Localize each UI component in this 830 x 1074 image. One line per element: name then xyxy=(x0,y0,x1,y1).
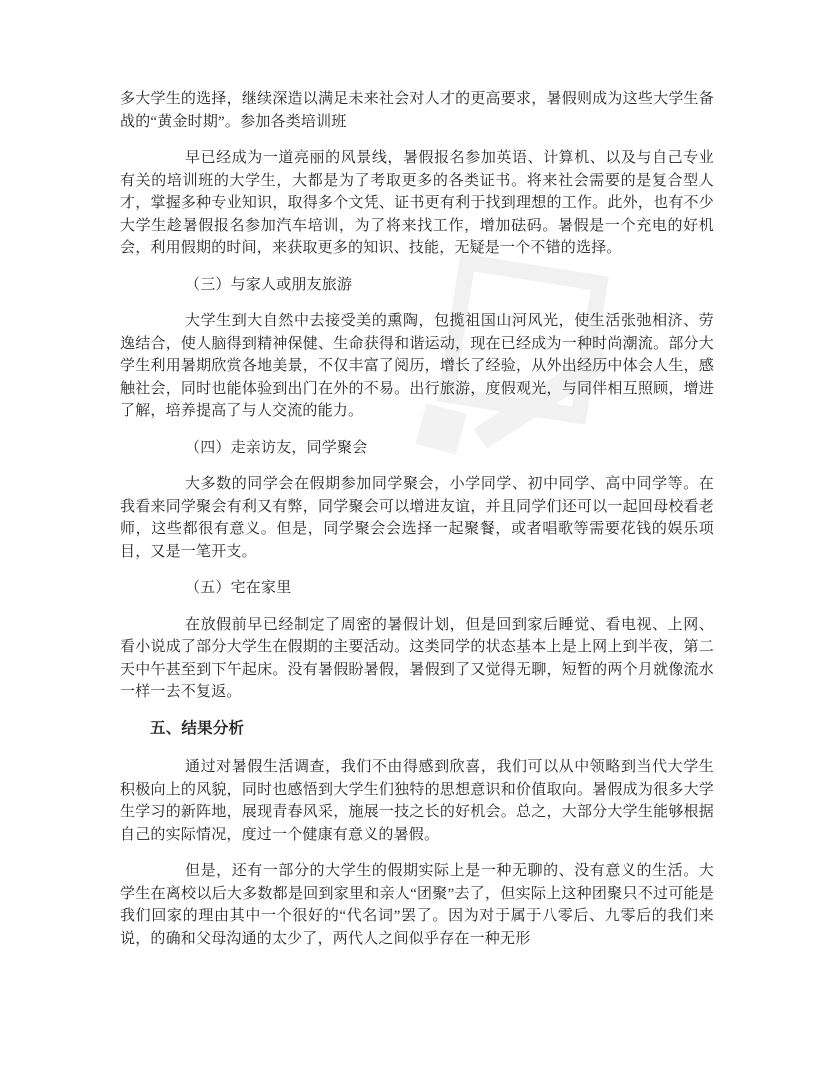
paragraph-analysis-positive: 通过对暑假生活调查，我们不由得感到欣喜，我们可以从中领略到当代大学生积极向上的风貌，同时也感悟到大学生们独特的思想意识和价值取向。暑假成为很多大学生学习的新阵地，展现青春风采，施展一技之长的好机会。总之，大部分大学生能够根据自己的实际情况，度过一个健康有意义的暑假。 xyxy=(120,759,714,843)
chapter-heading-result-analysis: 五、结果分析 xyxy=(150,719,245,737)
section-heading-stay-home: （五）宅在家里 xyxy=(185,580,292,596)
document-body xyxy=(120,88,714,964)
paragraph-travel: 大学生到大自然中去接受美的熏陶，包揽祖国山河风光，使生活张弛相济、劳逸结合，使人脑得到精神保健、生命获得和谐运动，现在已经成为一种时尚潮流。部分大学生利用暑期欣赏各地美景，不仅丰富了阅历，增长了经验，从外出经历中体会人生，感触社会，同时也能体验到出门在外的不易。出行旅游，度假观光，与同伴相互照顾，增进了解，培养提高了与人交流的能力。 xyxy=(120,313,714,419)
paragraph-continuation: 多大学生的选择，继续深造以满足未来社会对人才的更高要求，暑假则成为这些大学生备战的“黄金时期”。参加各类培训班 xyxy=(120,91,714,130)
section-heading-travel: （三）与家人或朋友旅游 xyxy=(185,276,353,293)
paragraph-analysis-negative: 但是，还有一部分的大学生的假期实际上是一种无聊的、没有意义的生活。大学生在离校以后大多数都是回到家里和亲人“团聚”去了，但实际上这种团聚只不过可能是我们回家的理由其中一个很好的“代名词”罢了。因为对于属于八零后、九零后的我们来说，的确和父母沟通的太少了，两代人之间似乎存在一种无形 xyxy=(120,863,714,947)
paragraph-reunion: 大多数的同学会在假期参加同学聚会，小学同学、初中同学、高中同学等。在我看来同学聚会有利又有弊，同学聚会可以增进友谊，并且同学们还可以一起回母校看老师，这些都很有意义。但是，同学聚会会选择一起聚餐，或者唱歌等需要花钱的娱乐项目，又是一笔开支。 xyxy=(120,476,714,560)
paragraph-training-classes: 早已经成为一道亮丽的风景线，暑假报名参加英语、计算机、以及与自己专业有关的培训班的大学生，大都是为了考取更多的各类证书。将来社会需要的是复合型人才，掌握多种专业知识，取得多个文凭、证书更有利于找到理想的工作。此外，也有不少大学生趁暑假报名参加汽车培训，为了将来找工作，增加砝码。暑假是一个充电的好机会，利用假期的时间，来获取更多的知识、技能，无疑是一个不错的选择。 xyxy=(120,150,714,256)
paragraph-stay-home: 在放假前早已经制定了周密的暑假计划，但是回到家后睡觉、看电视、上网、看小说成了部分大学生在假期的主要活动。这类同学的状态基本上是上网上到半夜，第二天中午甚至到下午起床。没有暑假盼暑假，暑假到了又觉得无聊，短暂的两个月就像流水一样一去不复返。 xyxy=(120,616,714,700)
section-heading-reunion: （四）走亲访友，同学聚会 xyxy=(185,439,368,456)
